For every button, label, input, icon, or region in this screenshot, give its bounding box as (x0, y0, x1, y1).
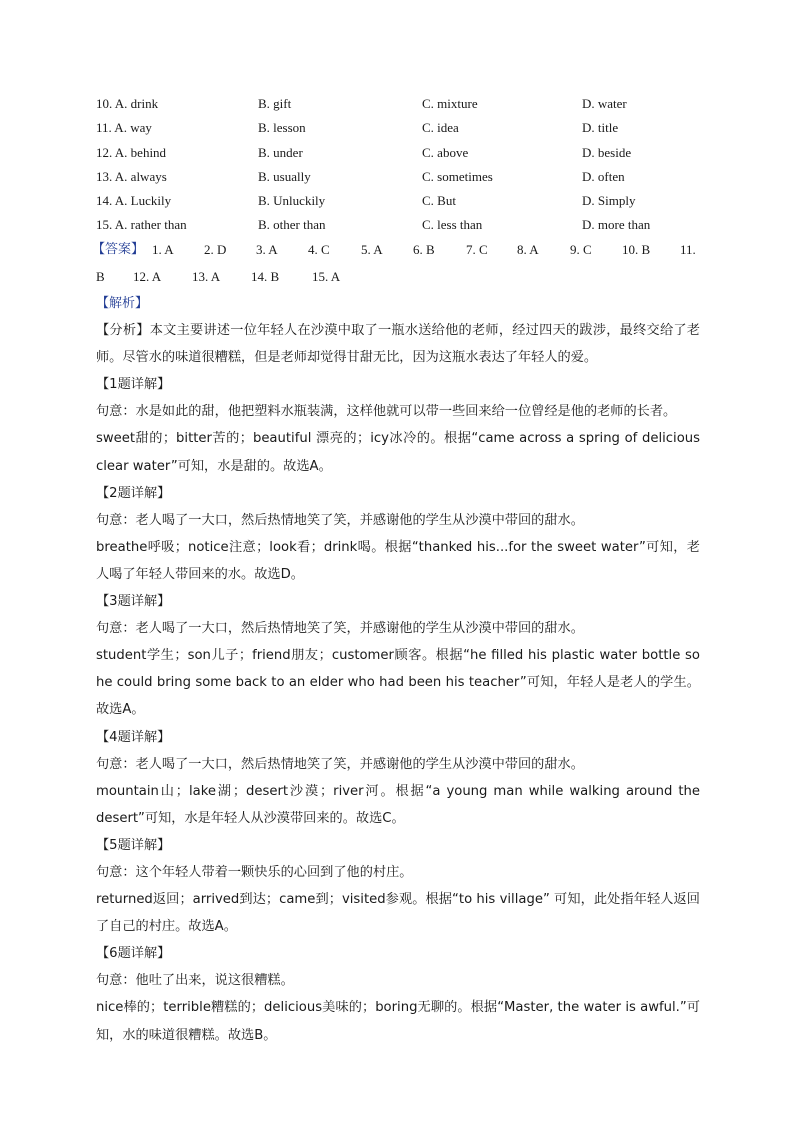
option-c: C. less than (422, 217, 483, 233)
option-b: B. under (258, 144, 303, 160)
answer-item: 3. A (256, 242, 278, 257)
explanation: sweet甜的；bitter苦的；beautiful 漂亮的；icy冰冷的。根据“came across a spring of delicious clear water”可知，水是甜的。故选A。 (96, 431, 700, 474)
explanation: student学生；son儿子；friend朋友；customer顾客。根据“he filled his plastic water bottle so he could bring some back to an elder who had been his teacher”可知，年轻人是老人的学生。故选A。 (96, 648, 700, 718)
answer-item: 12. A (133, 269, 162, 284)
explanation: breathe呼吸；notice注意；look看；drink喝。根据“thanked his...for the sweet water”可知，老人喝了年轻人带回来的水。故选D。 (96, 539, 700, 582)
answer-item: 7. C (466, 242, 488, 257)
answer-item: 8. A (517, 242, 539, 257)
answer-line-1 (92, 240, 700, 267)
answer-item: B (96, 269, 105, 284)
option-row-10 (96, 94, 716, 118)
sentence-meaning: 句意：老人喝了一大口，然后热情地笑了笑，并感谢他的学生从沙漠中带回的甜水。 (96, 756, 584, 772)
option-b: B. lesson (258, 120, 306, 136)
summary-paragraph: 【分析】本文主要讲述一位年轻人在沙漠中取了一瓶水送给他的老师，经过四天的跋涉，最终交给了老师。尽管水的味道很糟糕，但是老师却觉得甘甜无比，因为这瓶水表达了年轻人的爱。 (96, 323, 700, 366)
answer-item: 1. A (152, 242, 174, 257)
option-c: C. mixture (422, 96, 478, 111)
options-table (96, 94, 716, 240)
question-heading: 【4题详解】 (96, 729, 171, 745)
sentence-meaning: 句意：水是如此的甜，他把塑料水瓶装满，这样他就可以带一些回来给一位曾经是他的老师的长者。 (96, 404, 677, 420)
option-c: C. But (422, 193, 456, 209)
option-d: D. water (582, 96, 627, 111)
sentence-meaning: 句意：他吐了出来，说这很糟糕。 (96, 973, 294, 989)
answer-key (92, 240, 700, 291)
answer-line-2 (96, 267, 700, 291)
option-c: C. idea (422, 120, 459, 136)
question-heading: 【6题详解】 (96, 946, 171, 962)
question-heading: 【5题详解】 (96, 837, 171, 853)
option-row-11 (96, 118, 716, 142)
explanation: mountain山；lake湖；desert沙漠；river河。根据“a young man while walking around the desert”可知，水是年轻人从沙漠带回来的。故选C。 (96, 783, 700, 826)
option-c: C. sometimes (422, 168, 493, 184)
option-b: B. gift (258, 96, 292, 111)
question-heading: 【2题详解】 (96, 485, 171, 501)
answer-item: 10. B (622, 242, 651, 257)
answer-item: 9. C (570, 242, 592, 257)
option-d: D. often (582, 168, 625, 184)
sentence-meaning: 句意：老人喝了一大口，然后热情地笑了笑，并感谢他的学生从沙漠中带回的甜水。 (96, 512, 584, 528)
option-b: B. other than (258, 217, 326, 233)
option-d: D. title (582, 120, 619, 136)
analysis-label: 【解析】 (96, 296, 149, 311)
explanation: returned返回；arrived到达；came到；visited参观。根据“to his village” 可知，此处指年轻人返回了自己的村庄。故选A。 (96, 892, 700, 935)
answer-item: 2. D (204, 242, 227, 257)
answer-item: 6. B (413, 242, 435, 257)
option-d: D. more than (582, 217, 651, 233)
answer-item: 5. A (361, 242, 383, 257)
option-a: 14. A. Luckily (96, 193, 172, 209)
question-heading: 【1题详解】 (96, 377, 171, 393)
option-b: B. usually (258, 168, 311, 184)
option-row-13 (96, 167, 716, 191)
option-d: D. Simply (582, 193, 636, 209)
analysis-section (96, 290, 700, 1049)
option-c: C. above (422, 144, 469, 160)
sentence-meaning: 句意：老人喝了一大口，然后热情地笑了笑，并感谢他的学生从沙漠中带回的甜水。 (96, 621, 584, 637)
option-a: 12. A. behind (96, 144, 167, 160)
option-row-15 (96, 215, 716, 239)
explanation: nice棒的；terrible糟糕的；delicious美味的；boring无聊的。根据“Master, the water is awful.”可知，水的味道很糟糕。故选B。 (96, 1000, 700, 1043)
option-row-12 (96, 143, 716, 167)
answer-item: 13. A (192, 269, 221, 284)
answer-label: 【答案】 (92, 242, 145, 257)
option-a: 13. A. always (96, 168, 167, 184)
option-a: 11. A. way (96, 120, 152, 136)
answer-item: 15. A (312, 269, 341, 284)
option-row-14 (96, 191, 716, 215)
option-a: 10. A. drink (96, 96, 159, 111)
sentence-meaning: 句意：这个年轻人带着一颗快乐的心回到了他的村庄。 (96, 864, 413, 880)
answer-item: 4. C (308, 242, 330, 257)
answer-item: 14. B (251, 269, 280, 284)
option-b: B. Unluckily (258, 193, 326, 209)
option-d: D. beside (582, 144, 632, 160)
answer-item: 11. (680, 242, 696, 257)
option-a: 15. A. rather than (96, 217, 187, 233)
question-heading: 【3题详解】 (96, 594, 171, 610)
